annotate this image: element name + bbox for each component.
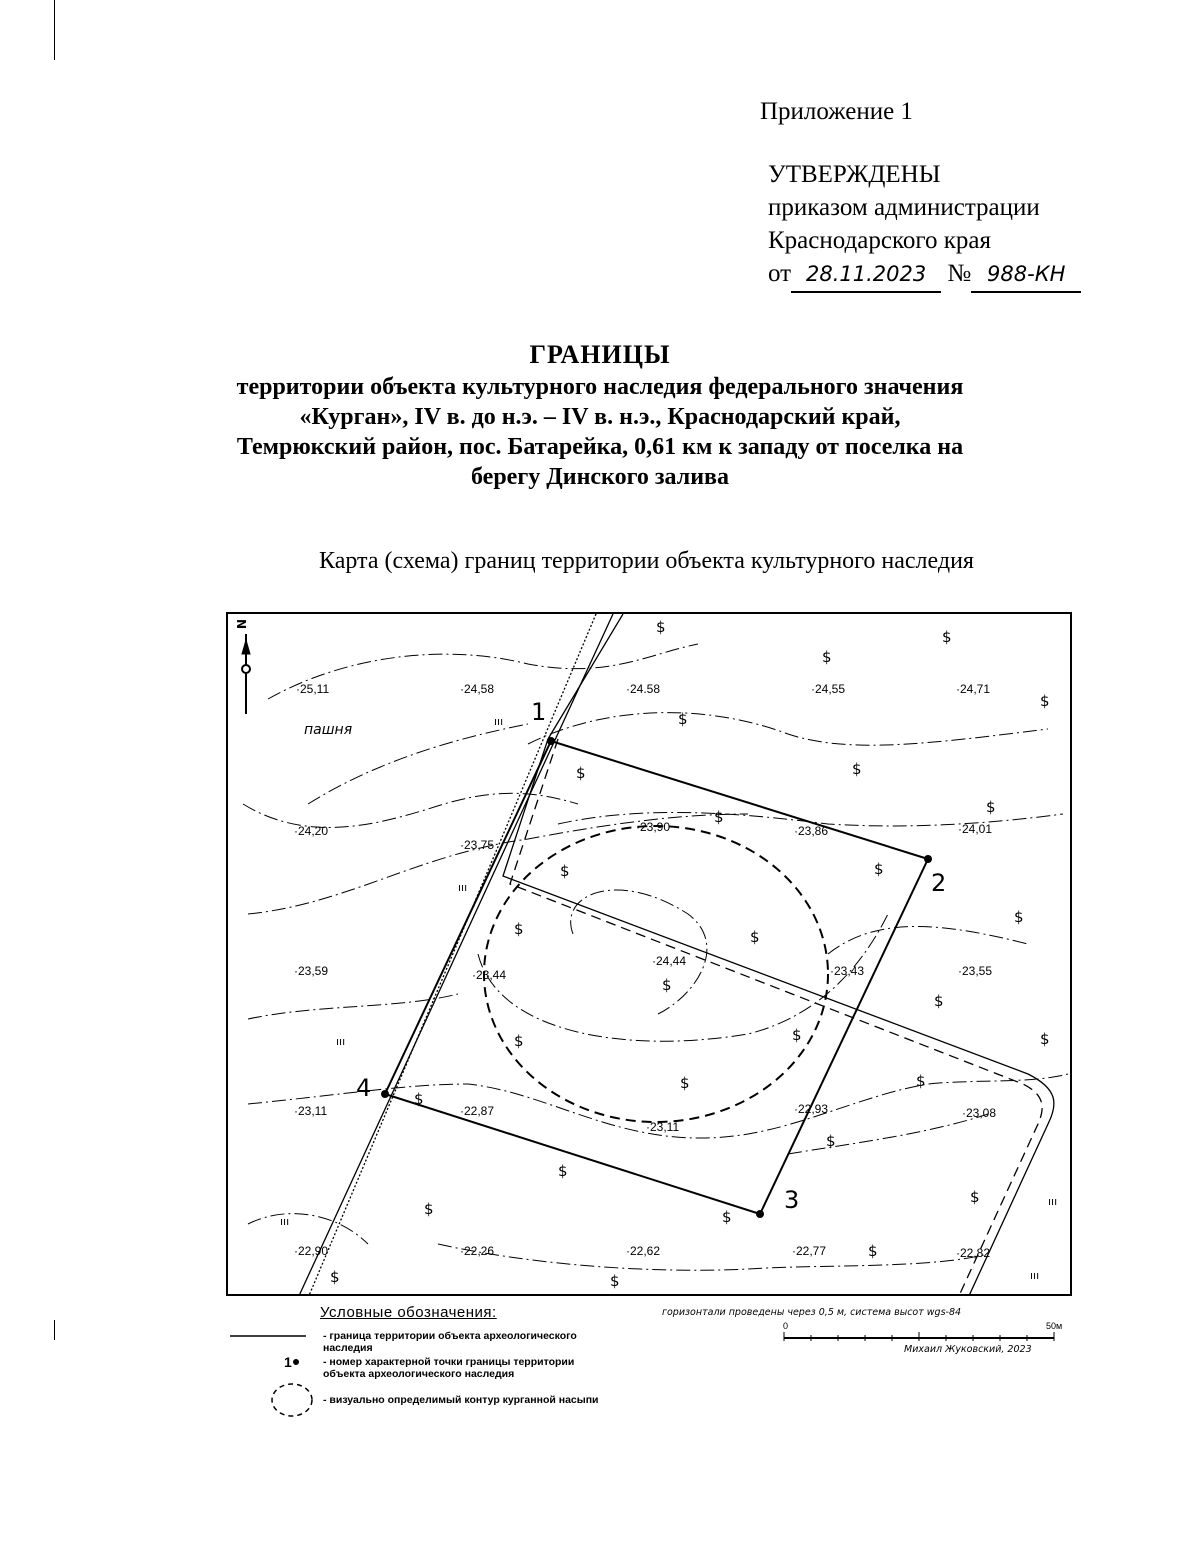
approval-date: 28.11.2023 — [791, 258, 941, 293]
scale-bar — [782, 1330, 1062, 1342]
grass-icon: ııı — [458, 881, 468, 894]
vegetation-icon: $ — [942, 628, 952, 646]
point-label-1: 1 — [531, 698, 547, 726]
elevation-mark: ·24.58 — [626, 682, 661, 696]
grass-icon: ııı — [336, 1035, 346, 1048]
approval-block — [768, 158, 1081, 293]
scale-end: 50м — [1046, 1321, 1063, 1331]
vegetation-icon: $ — [986, 798, 996, 816]
grass-icon: ııı — [494, 715, 504, 728]
elevation-mark: ·24,55 — [811, 682, 846, 696]
elevation-mark: ·23,59 — [294, 964, 329, 978]
vegetation-icon: $ — [868, 1242, 878, 1260]
vegetation-icon: $ — [826, 1132, 836, 1150]
vegetation-icon: $ — [714, 808, 724, 826]
vegetation-icon: $ — [514, 920, 524, 938]
vegetation-icon: $ — [750, 928, 760, 946]
elevation-mark: ·23,86 — [794, 824, 829, 838]
legend-title: Условные обозначения: — [320, 1304, 497, 1321]
vegetation-icon: $ — [1040, 1030, 1050, 1048]
map-caption: Карта (схема) границ территории объекта культурного наследия — [319, 548, 974, 574]
grass-icon: ııı — [280, 1215, 290, 1228]
elevation-mark: ·23,90 — [636, 820, 671, 834]
title-line-4: берегу Динского залива — [471, 464, 729, 490]
title-line-2: «Курган», IV в. до н.э. – IV в. н.э., Краснодарский край, — [299, 404, 901, 430]
vegetation-icon: $ — [414, 1090, 424, 1108]
contours-note: горизонтали проведены через 0,5 м, система высот wgs-84 — [662, 1307, 962, 1318]
grass-icon: ııı — [1030, 1269, 1040, 1282]
elevation-mark: ·23,75 — [460, 838, 495, 852]
elevation-mark: ·23,11 — [294, 1104, 328, 1118]
north-arrow-icon — [242, 634, 250, 714]
vegetation-icon: $ — [916, 1072, 926, 1090]
elevation-mark: ·23,44 — [472, 968, 507, 982]
map-drawing — [228, 614, 1072, 1296]
elevation-mark: ·22,93 — [794, 1102, 829, 1116]
vegetation-icon: $ — [822, 648, 832, 666]
elevation-mark: ·22,26 — [460, 1244, 495, 1258]
elevation-mark: ·24,01 — [958, 822, 993, 836]
map-author: Михаил Жуковский, 2023 — [904, 1344, 1032, 1355]
vegetation-icon: $ — [576, 764, 586, 782]
elevation-mark: ·25,11 — [296, 682, 330, 696]
approved-by-line1: приказом администрации — [768, 194, 1040, 221]
approved-heading: УТВЕРЖДЕНЫ — [768, 161, 941, 188]
mound-contour — [484, 826, 828, 1122]
vegetation-icon: $ — [934, 992, 944, 1010]
vegetation-icon: $ — [970, 1188, 980, 1206]
elevation-mark: ·22,82 — [956, 1246, 991, 1260]
vegetation-icon: $ — [852, 760, 862, 778]
vegetation-icon: $ — [1014, 908, 1024, 926]
vegetation-icon: $ — [514, 1032, 524, 1050]
elevation-mark: ·23,43 — [830, 964, 865, 978]
approval-number: 988-КН — [971, 258, 1081, 293]
scan-edge-mark — [54, 0, 55, 60]
elevation-mark: ·23,08 — [962, 1106, 997, 1120]
document-title — [150, 340, 1050, 492]
elevation-mark: ·24,20 — [294, 824, 329, 838]
number-prefix: № — [947, 260, 972, 287]
vegetation-icon: $ — [680, 1074, 690, 1092]
legend-symbols — [230, 1326, 320, 1446]
legend-point-marker — [293, 1359, 299, 1365]
legend-item-boundary-line2: наследия — [323, 1342, 373, 1354]
approved-by-line2: Краснодарского края — [768, 227, 991, 254]
vegetation-icon: $ — [1040, 692, 1050, 710]
vegetation-icon: $ — [560, 862, 570, 880]
elevation-mark: ·22,90 — [294, 1244, 329, 1258]
approval-date-line — [768, 257, 1081, 293]
elevation-mark: ·22,77 — [792, 1244, 827, 1258]
title-line-1: территории объекта культурного наследия федерального значения — [236, 374, 964, 400]
date-prefix: от — [768, 260, 792, 287]
legend-item-boundary-line1: - граница территории объекта археологического — [323, 1330, 577, 1342]
scale-start: 0 — [783, 1321, 789, 1331]
legend-mound-contour — [272, 1384, 312, 1416]
land-type-label: пашня — [304, 722, 353, 738]
elevation-mark: ·22,87 — [460, 1104, 495, 1118]
vegetation-icon: $ — [330, 1268, 340, 1286]
appendix-label: Приложение 1 — [760, 98, 913, 125]
title-main: ГРАНИЦЫ — [529, 340, 671, 369]
elevation-mark: ·23,55 — [958, 964, 993, 978]
vegetation-icon: $ — [722, 1208, 732, 1226]
legend-item-boundary — [323, 1330, 577, 1354]
vegetation-icon: $ — [662, 976, 672, 994]
grass-icon: ııı — [1048, 1195, 1058, 1208]
elevation-mark: ·24,58 — [460, 682, 495, 696]
vegetation-icon: $ — [678, 710, 688, 728]
boundary-map — [226, 612, 1072, 1296]
legend-item-point-line2: объекта археологического наследия — [323, 1368, 515, 1380]
scan-edge-mark — [54, 1320, 55, 1340]
elevation-mark: ·24,71 — [956, 682, 991, 696]
elevation-mark: ·24,44 — [652, 954, 687, 968]
legend-item-point — [323, 1356, 574, 1380]
vegetation-icon: $ — [558, 1162, 568, 1180]
elevation-mark: ·23,11 — [646, 1120, 680, 1134]
vegetation-icon: $ — [424, 1200, 434, 1218]
vegetation-icon: $ — [656, 618, 666, 636]
legend-point-number: 1 — [284, 1354, 292, 1370]
title-line-3: Темрюкский район, пос. Батарейка, 0,61 км к западу от поселка на — [236, 434, 964, 460]
elevation-mark: ·22,62 — [626, 1244, 661, 1258]
vegetation-icon: $ — [874, 860, 884, 878]
point-label-2: 2 — [931, 869, 947, 897]
point-label-3: 3 — [784, 1186, 800, 1214]
legend-item-point-line1: - номер характерной точки границы территории — [323, 1356, 575, 1368]
vegetation-icon: $ — [792, 1026, 802, 1044]
north-label: N — [234, 618, 249, 630]
vegetation-icon: $ — [610, 1272, 620, 1290]
legend-item-mound: - визуально определимый контур курганной насыпи — [323, 1394, 599, 1406]
point-label-4: 4 — [356, 1074, 372, 1102]
